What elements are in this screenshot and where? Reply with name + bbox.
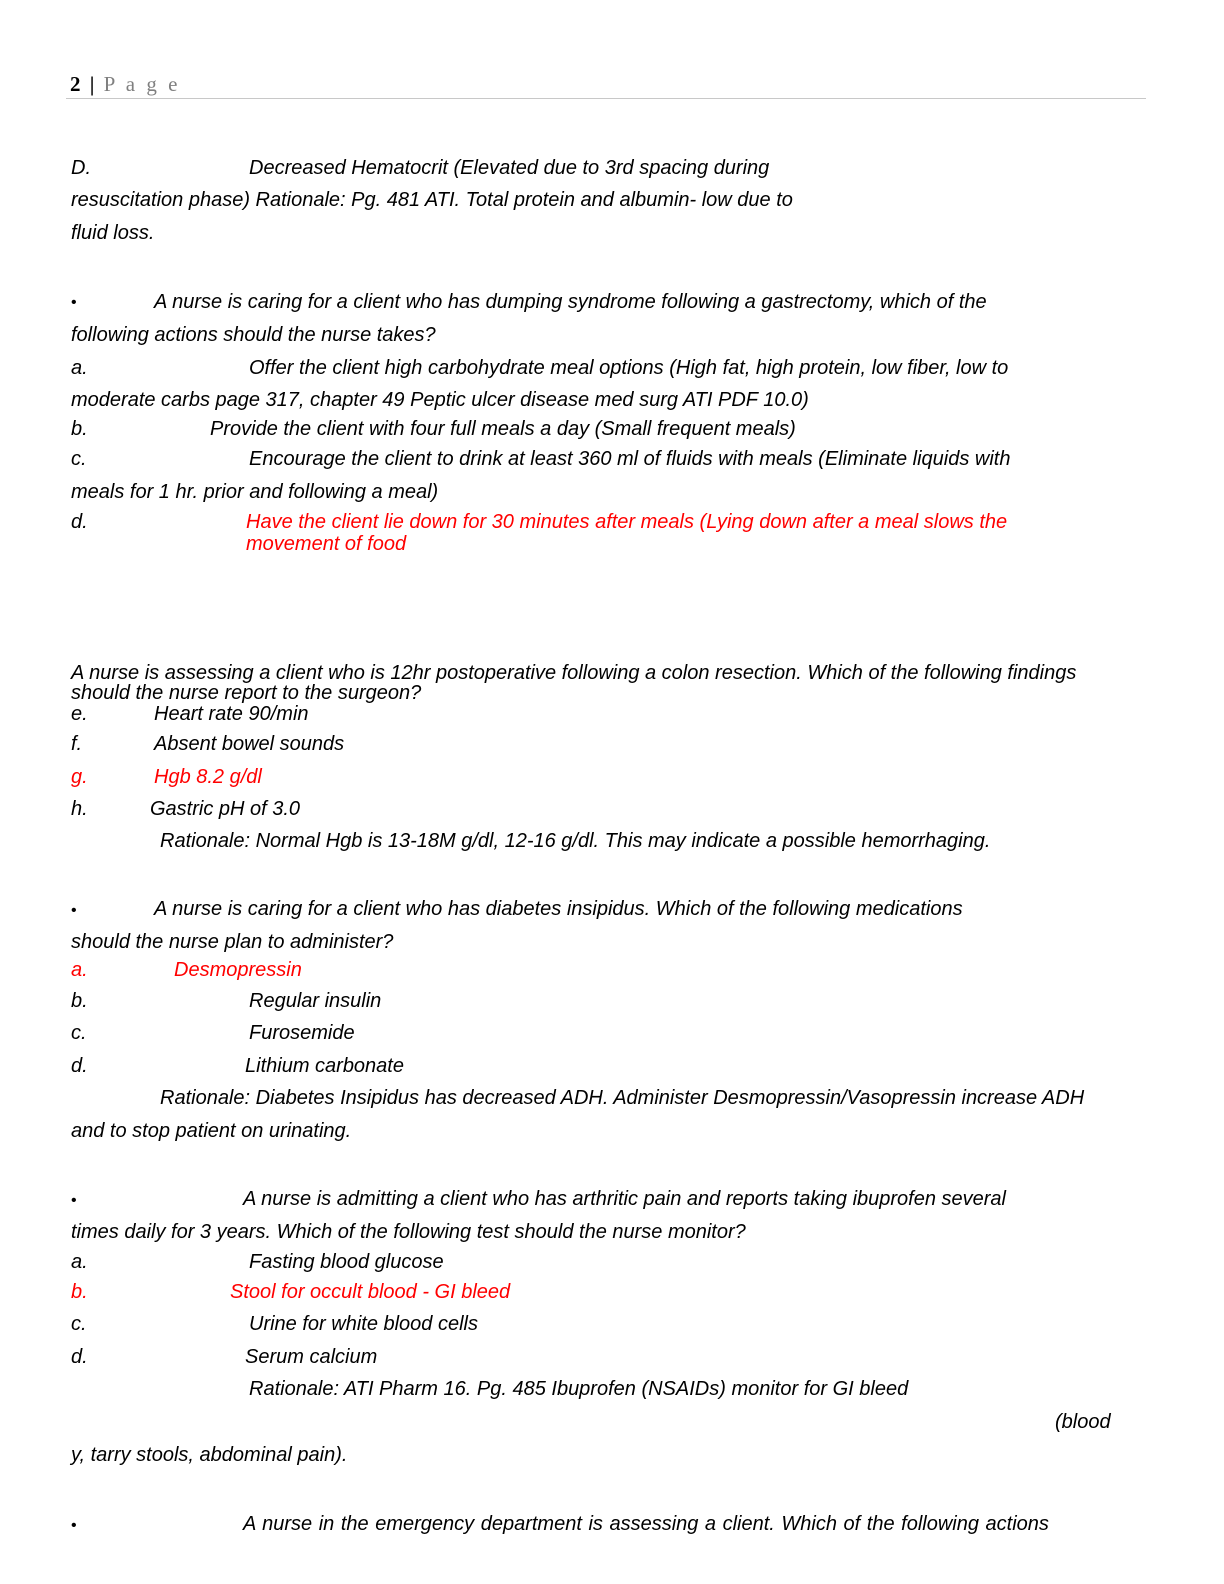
header-separator: | — [89, 72, 96, 96]
q4-rationale-line3: y, tarry stools, abdominal pain). — [71, 1444, 348, 1466]
b1-line1: Decreased Hematocrit (Elevated due to 3rd spacing during — [249, 157, 770, 179]
q4-option-d-letter: d. — [71, 1346, 88, 1368]
q2-stem-line2: should the nurse report to the surgeon? — [71, 682, 422, 704]
q2-rationale: Rationale: Normal Hgb is 13-18M g/dl, 12-16 g/dl. This may indicate a possible hemorrhaging. — [160, 830, 991, 852]
q1-option-d-cont: movement of food — [246, 533, 407, 555]
q1-option-c: Encourage the client to drink at least 360 ml of fluids with meals (Eliminate liquids with — [249, 448, 1011, 470]
q3-stem-line1: A nurse is caring for a client who has diabetes insipidus. Which of the following medications — [154, 898, 963, 920]
b1-letter: D. — [71, 157, 91, 179]
q1-option-d-letter: d. — [71, 511, 88, 533]
q4-option-b-correct: Stool for occult blood - GI bleed — [230, 1281, 511, 1303]
q4-bullet: • — [71, 1192, 77, 1209]
q2-option-g-correct: Hgb 8.2 g/dl — [154, 766, 262, 788]
q1-option-d-correct: Have the client lie down for 30 minutes after meals (Lying down after a meal slows the — [246, 511, 1008, 533]
q3-option-c-letter: c. — [71, 1022, 87, 1044]
q4-option-b-letter: b. — [71, 1281, 88, 1303]
q3-option-b-letter: b. — [71, 990, 88, 1012]
q4-rationale-line1: Rationale: ATI Pharm 16. Pg. 485 Ibuprofen (NSAIDs) monitor for GI bleed — [249, 1378, 909, 1400]
page-header — [70, 72, 180, 97]
q3-option-d-letter: d. — [71, 1055, 88, 1077]
q1-bullet: • — [71, 294, 77, 311]
q3-stem-line2: should the nurse plan to administer? — [71, 931, 394, 953]
q2-option-f-letter: f. — [71, 733, 83, 755]
q1-stem-line2: following actions should the nurse takes? — [71, 324, 436, 346]
q4-option-a: Fasting blood glucose — [249, 1251, 444, 1273]
q5-stem-line1: A nurse in the emergency department is assessing a client. Which of the following actions — [243, 1513, 1049, 1535]
q5-bullet: • — [71, 1517, 77, 1534]
q1-option-b: Provide the client with four full meals a day (Small frequent meals) — [210, 418, 796, 440]
q1-stem-line1: A nurse is caring for a client who has dumping syndrome following a gastrectomy, which of the — [154, 291, 987, 313]
q1-option-b-letter: b. — [71, 418, 88, 440]
q3-option-b: Regular insulin — [249, 990, 382, 1012]
q1-option-a-cont: moderate carbs page 317, chapter 49 Peptic ulcer disease med surg ATI PDF 10.0) — [71, 389, 809, 411]
q3-rationale-line2: and to stop patient on urinating. — [71, 1120, 352, 1142]
header-rule — [66, 98, 1146, 99]
q2-option-f: Absent bowel sounds — [154, 733, 345, 755]
q4-option-d: Serum calcium — [245, 1346, 378, 1368]
q2-option-g-letter: g. — [71, 766, 88, 788]
q1-option-a: Offer the client high carbohydrate meal options (High fat, high protein, low fiber, low to — [249, 357, 1009, 379]
q4-rationale-line2: (blood — [1055, 1411, 1111, 1433]
q1-option-c-cont: meals for 1 hr. prior and following a meal) — [71, 481, 439, 503]
q3-option-a-letter: a. — [71, 959, 88, 981]
q4-option-a-letter: a. — [71, 1251, 88, 1273]
b1-line3: fluid loss. — [71, 222, 155, 244]
q2-stem-line1: A nurse is assessing a client who is 12hr postoperative following a colon resection. Which of the following findings — [71, 662, 1077, 684]
q4-option-c: Urine for white blood cells — [249, 1313, 478, 1335]
q3-option-c: Furosemide — [249, 1022, 355, 1044]
page-number: 2 — [70, 72, 82, 96]
q2-option-e: Heart rate 90/min — [154, 703, 309, 725]
q3-bullet: • — [71, 902, 77, 919]
b1-line2: resuscitation phase) Rationale: Pg. 481 ATI. Total protein and albumin- low due to — [71, 189, 793, 211]
q4-stem-line1: A nurse is admitting a client who has arthritic pain and reports taking ibuprofen several — [243, 1188, 1006, 1210]
q3-option-a-correct: Desmopressin — [174, 959, 302, 981]
page-label: P a g e — [103, 72, 181, 96]
q2-option-h: Gastric pH of 3.0 — [150, 798, 301, 820]
q3-option-d: Lithium carbonate — [245, 1055, 404, 1077]
q2-option-e-letter: e. — [71, 703, 88, 725]
q2-option-h-letter: h. — [71, 798, 88, 820]
q3-rationale-line1: Rationale: Diabetes Insipidus has decreased ADH. Administer Desmopressin/Vasopressin increase ADH — [160, 1087, 1085, 1109]
q4-stem-line2: times daily for 3 years. Which of the following test should the nurse monitor? — [71, 1221, 746, 1243]
q1-option-a-letter: a. — [71, 357, 88, 379]
q4-option-c-letter: c. — [71, 1313, 87, 1335]
q1-option-c-letter: c. — [71, 448, 87, 470]
